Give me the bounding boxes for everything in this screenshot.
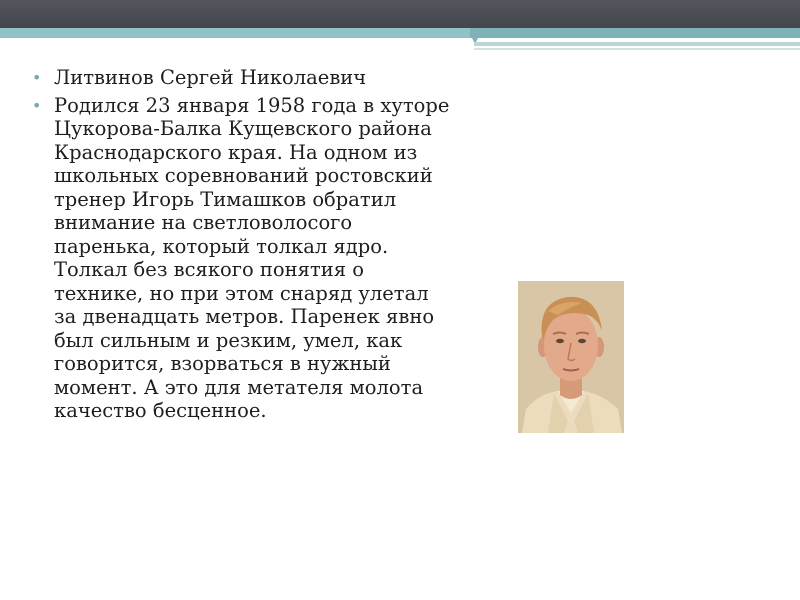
bullet-item-name — [32, 66, 452, 90]
accent-line-secondary — [474, 48, 800, 50]
bullet-item-biography — [32, 94, 452, 423]
portrait-image — [518, 281, 624, 433]
header-band — [0, 0, 800, 28]
accent-band-right — [470, 28, 800, 38]
portrait-photo — [518, 281, 624, 433]
bullet-text: Родился 23 января 1958 года в хуторе Цукорова-Балка Кущевского района Краснодарского края. На одном из школьных соревнований ростовский тренер Игорь Тимашков обратил внимание на светловолосого паренька, который толкал ядро. Толкал без всякого понятия о технике, но при этом снаряд улетал за двенадцать метров. Паренек явно был сильным и резким, умел, как говорится, взорваться в нужный момент. А это для метателя молота качество бесценное. — [54, 93, 450, 422]
accent-line — [474, 42, 800, 46]
bullet-list — [32, 66, 452, 423]
accent-band-left — [0, 28, 470, 38]
bullet-dot-icon: • — [32, 68, 42, 87]
bullet-text: Литвинов Сергей Николаевич — [54, 66, 367, 89]
bullet-dot-icon: • — [32, 95, 42, 115]
slide-text-body — [32, 66, 452, 427]
